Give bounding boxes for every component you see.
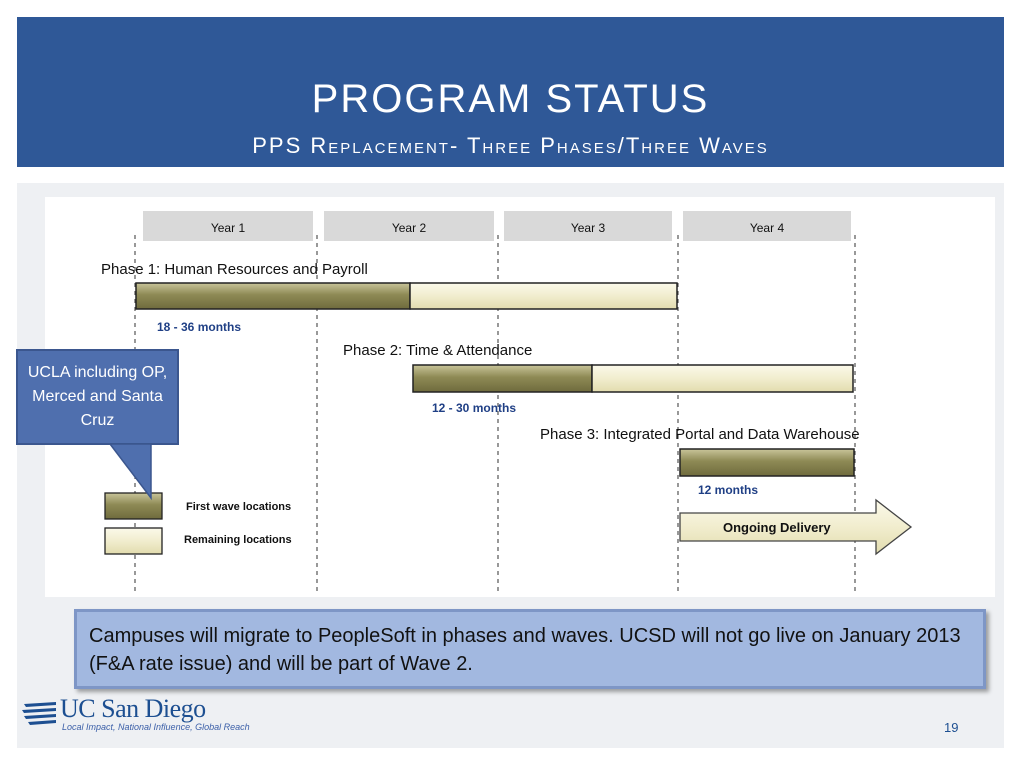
phase-3-duration: 12 months [698, 483, 759, 497]
ucla-callout-text: UCLA including OP, Merced and Santa Cruz [27, 364, 168, 429]
phase-3-bar [680, 449, 854, 476]
callout-pointer [100, 443, 160, 501]
phase-1-first-wave-bar [136, 283, 410, 309]
title-banner [17, 17, 1004, 167]
year-1-label: Year 1 [210, 221, 246, 235]
phase-2-duration: 12 - 30 months [432, 401, 517, 415]
timeline-svg [45, 197, 995, 597]
legend-remaining-swatch [105, 528, 162, 554]
uc-san-diego-logo [22, 696, 282, 736]
legend-remaining-label: Remaining locations [184, 534, 292, 546]
timeline-diagram [45, 197, 995, 597]
year-3-label: Year 3 [570, 221, 606, 235]
slide-title: PROGRAM STATUS [311, 77, 710, 121]
phase-2-first-wave-bar [413, 365, 592, 392]
uc-san-diego-emblem-icon [22, 700, 58, 726]
logo-tagline: Local Impact, National Influence, Global Reach [62, 722, 250, 732]
year-2-label: Year 2 [391, 221, 427, 235]
year-4-label: Year 4 [749, 221, 785, 235]
migration-note [74, 609, 986, 689]
logo-name: UC San Diego [60, 694, 206, 723]
ucla-callout [16, 349, 179, 445]
phase-1-duration: 18 - 36 months [157, 320, 242, 334]
ongoing-delivery-label: Ongoing Delivery [723, 520, 831, 535]
phase-2-remaining-bar [592, 365, 853, 392]
page-number: 19 [944, 720, 959, 735]
slide-subtitle: PPS Replacement- Three Phases/Three Waves [252, 133, 769, 158]
legend-first-wave-label: First wave locations [186, 501, 292, 513]
phase-2-label: Phase 2: Time & Attendance [343, 342, 533, 359]
phase-1-label: Phase 1: Human Resources and Payroll [101, 261, 368, 278]
migration-note-text: Campuses will migrate to PeopleSoft in phases and waves. UCSD will not go live on January 2013 (F&A rate issue) and will be part of Wave 2. [89, 625, 961, 675]
phase-1-remaining-bar [410, 283, 677, 309]
phase-3-label: Phase 3: Integrated Portal and Data Warehouse [540, 426, 860, 443]
